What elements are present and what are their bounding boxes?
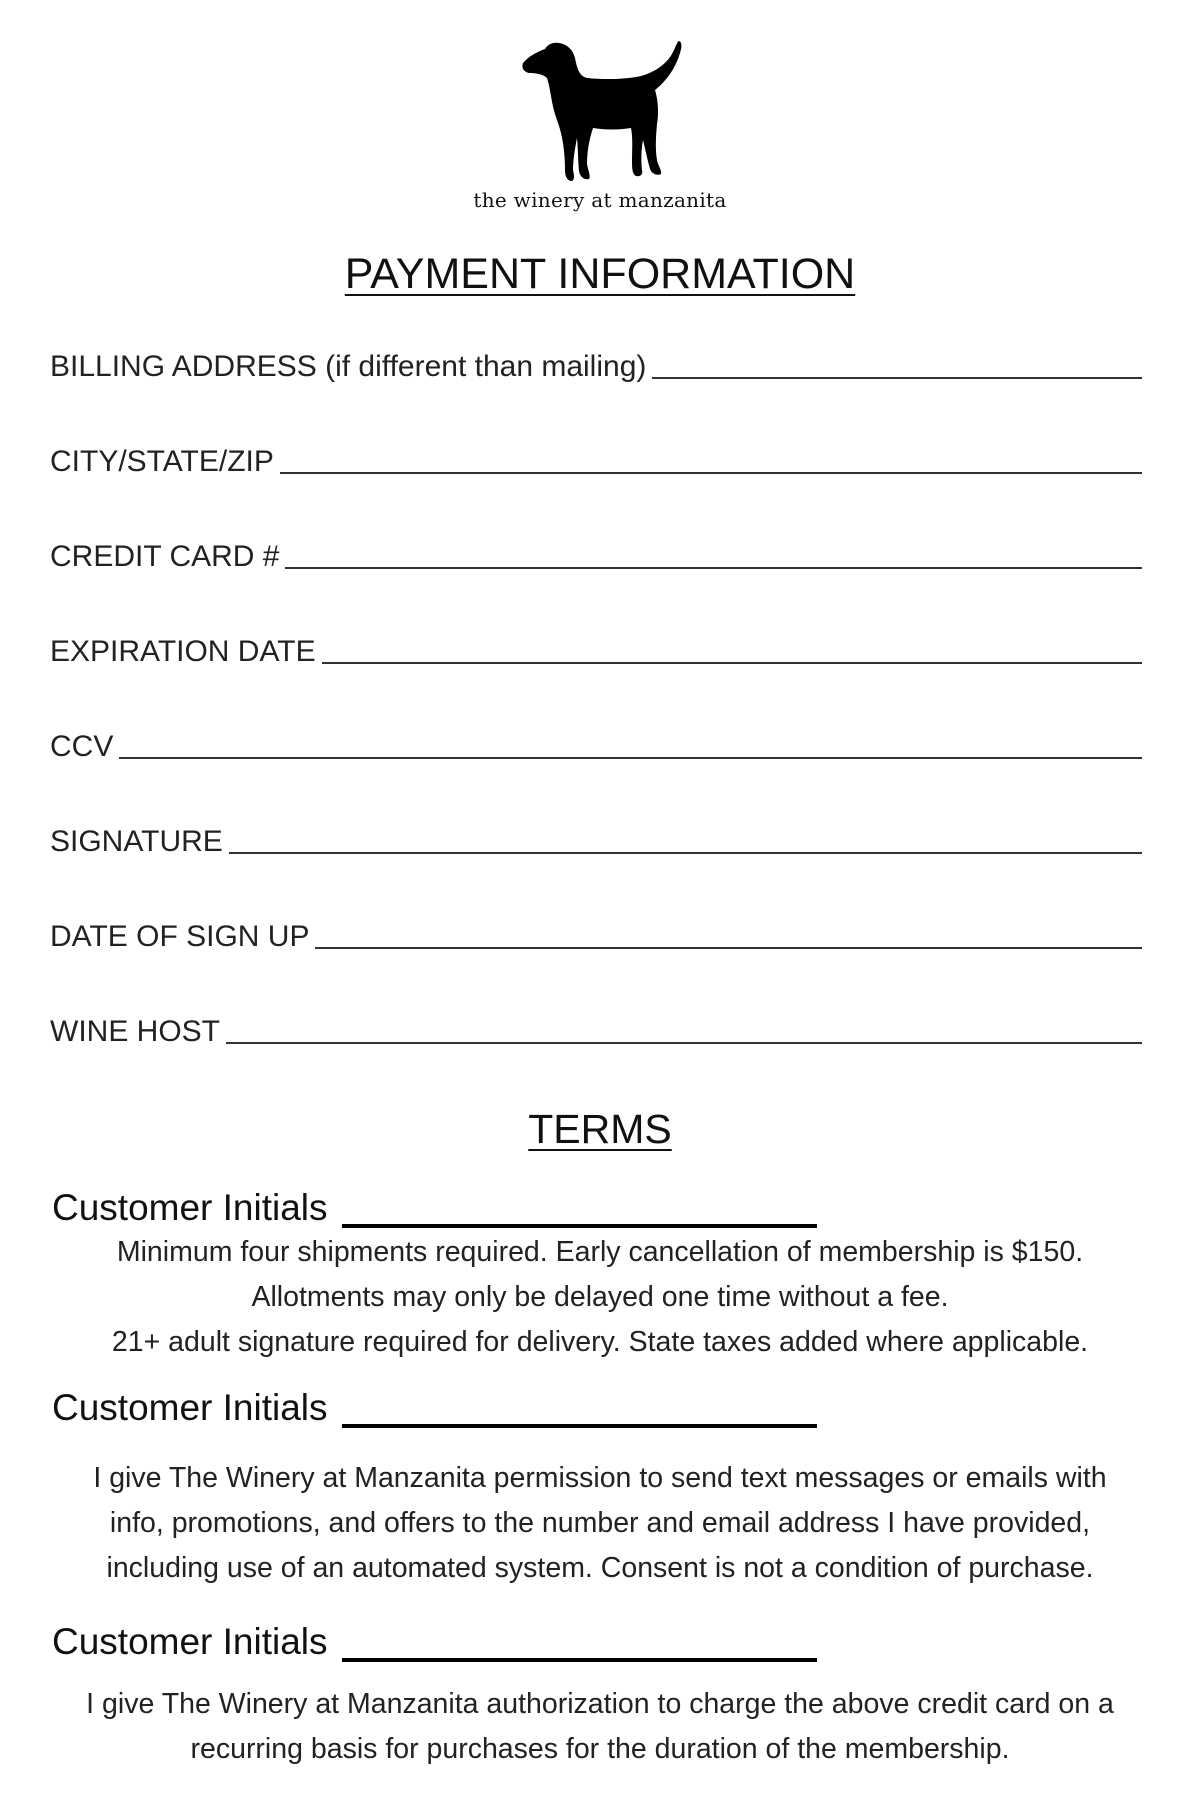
initials-label: Customer Initials — [52, 1387, 328, 1428]
credit-card-line[interactable] — [285, 567, 1142, 569]
dog-silhouette-icon — [515, 38, 685, 186]
ccv-line[interactable] — [119, 757, 1142, 759]
field-label: CITY/STATE/ZIP — [50, 445, 274, 478]
terms-line: I give The Winery at Manzanita permission to send text messages or emails with — [93, 1462, 1107, 1494]
credit-card-field[interactable] — [50, 532, 1142, 574]
date-of-sign-up-line[interactable] — [315, 947, 1142, 949]
initials-label: Customer Initials — [52, 1187, 328, 1228]
page-title: PAYMENT INFORMATION — [344, 250, 856, 298]
brand-logo — [0, 38, 1200, 212]
terms-line: recurring basis for purchases for the duration of the membership. — [190, 1733, 1010, 1765]
field-label: BILLING ADDRESS (if different than mailing) — [50, 350, 647, 383]
terms-paragraph-1 — [40, 1230, 1160, 1365]
city-state-zip-line[interactable] — [280, 472, 1142, 474]
customer-initials-1[interactable] — [52, 1178, 817, 1230]
initials-line[interactable] — [342, 1224, 817, 1228]
date-of-sign-up-field[interactable] — [50, 912, 1142, 954]
field-label: CCV — [50, 730, 114, 763]
terms-line: 21+ adult signature required for delivery. State taxes added where applicable. — [111, 1326, 1089, 1358]
terms-line: info, promotions, and offers to the number and email address I have provided, — [109, 1507, 1091, 1539]
billing-address-field[interactable] — [50, 342, 1142, 384]
city-state-zip-field[interactable] — [50, 437, 1142, 479]
expiration-date-line[interactable] — [322, 662, 1142, 664]
terms-line: including use of an automated system. Consent is not a condition of purchase. — [106, 1552, 1094, 1584]
terms-line: I give The Winery at Manzanita authorization to charge the above credit card on a — [86, 1688, 1114, 1720]
wine-host-field[interactable] — [50, 1007, 1142, 1049]
ccv-field[interactable] — [50, 722, 1142, 764]
terms-line: Minimum four shipments required. Early cancellation of membership is $150. — [116, 1236, 1084, 1268]
terms-paragraph-2 — [40, 1456, 1160, 1591]
field-label: SIGNATURE — [50, 825, 223, 858]
billing-address-line[interactable] — [652, 377, 1142, 379]
wine-host-line[interactable] — [226, 1042, 1142, 1044]
signature-line[interactable] — [229, 852, 1142, 854]
field-label: CREDIT CARD # — [50, 540, 280, 573]
terms-title: TERMS — [528, 1106, 672, 1152]
terms-line: Allotments may only be delayed one time without a fee. — [251, 1281, 949, 1313]
field-label: DATE OF SIGN UP — [50, 920, 310, 953]
initials-line[interactable] — [342, 1658, 817, 1662]
signature-field[interactable] — [50, 817, 1142, 859]
initials-line[interactable] — [342, 1424, 817, 1428]
field-label: EXPIRATION DATE — [50, 635, 316, 668]
customer-initials-3[interactable] — [52, 1612, 817, 1664]
expiration-date-field[interactable] — [50, 627, 1142, 669]
customer-initials-2[interactable] — [52, 1378, 817, 1430]
initials-label: Customer Initials — [52, 1621, 328, 1662]
field-label: WINE HOST — [50, 1015, 220, 1048]
terms-paragraph-3 — [40, 1682, 1160, 1772]
brand-name: the winery at manzanita — [473, 188, 727, 212]
